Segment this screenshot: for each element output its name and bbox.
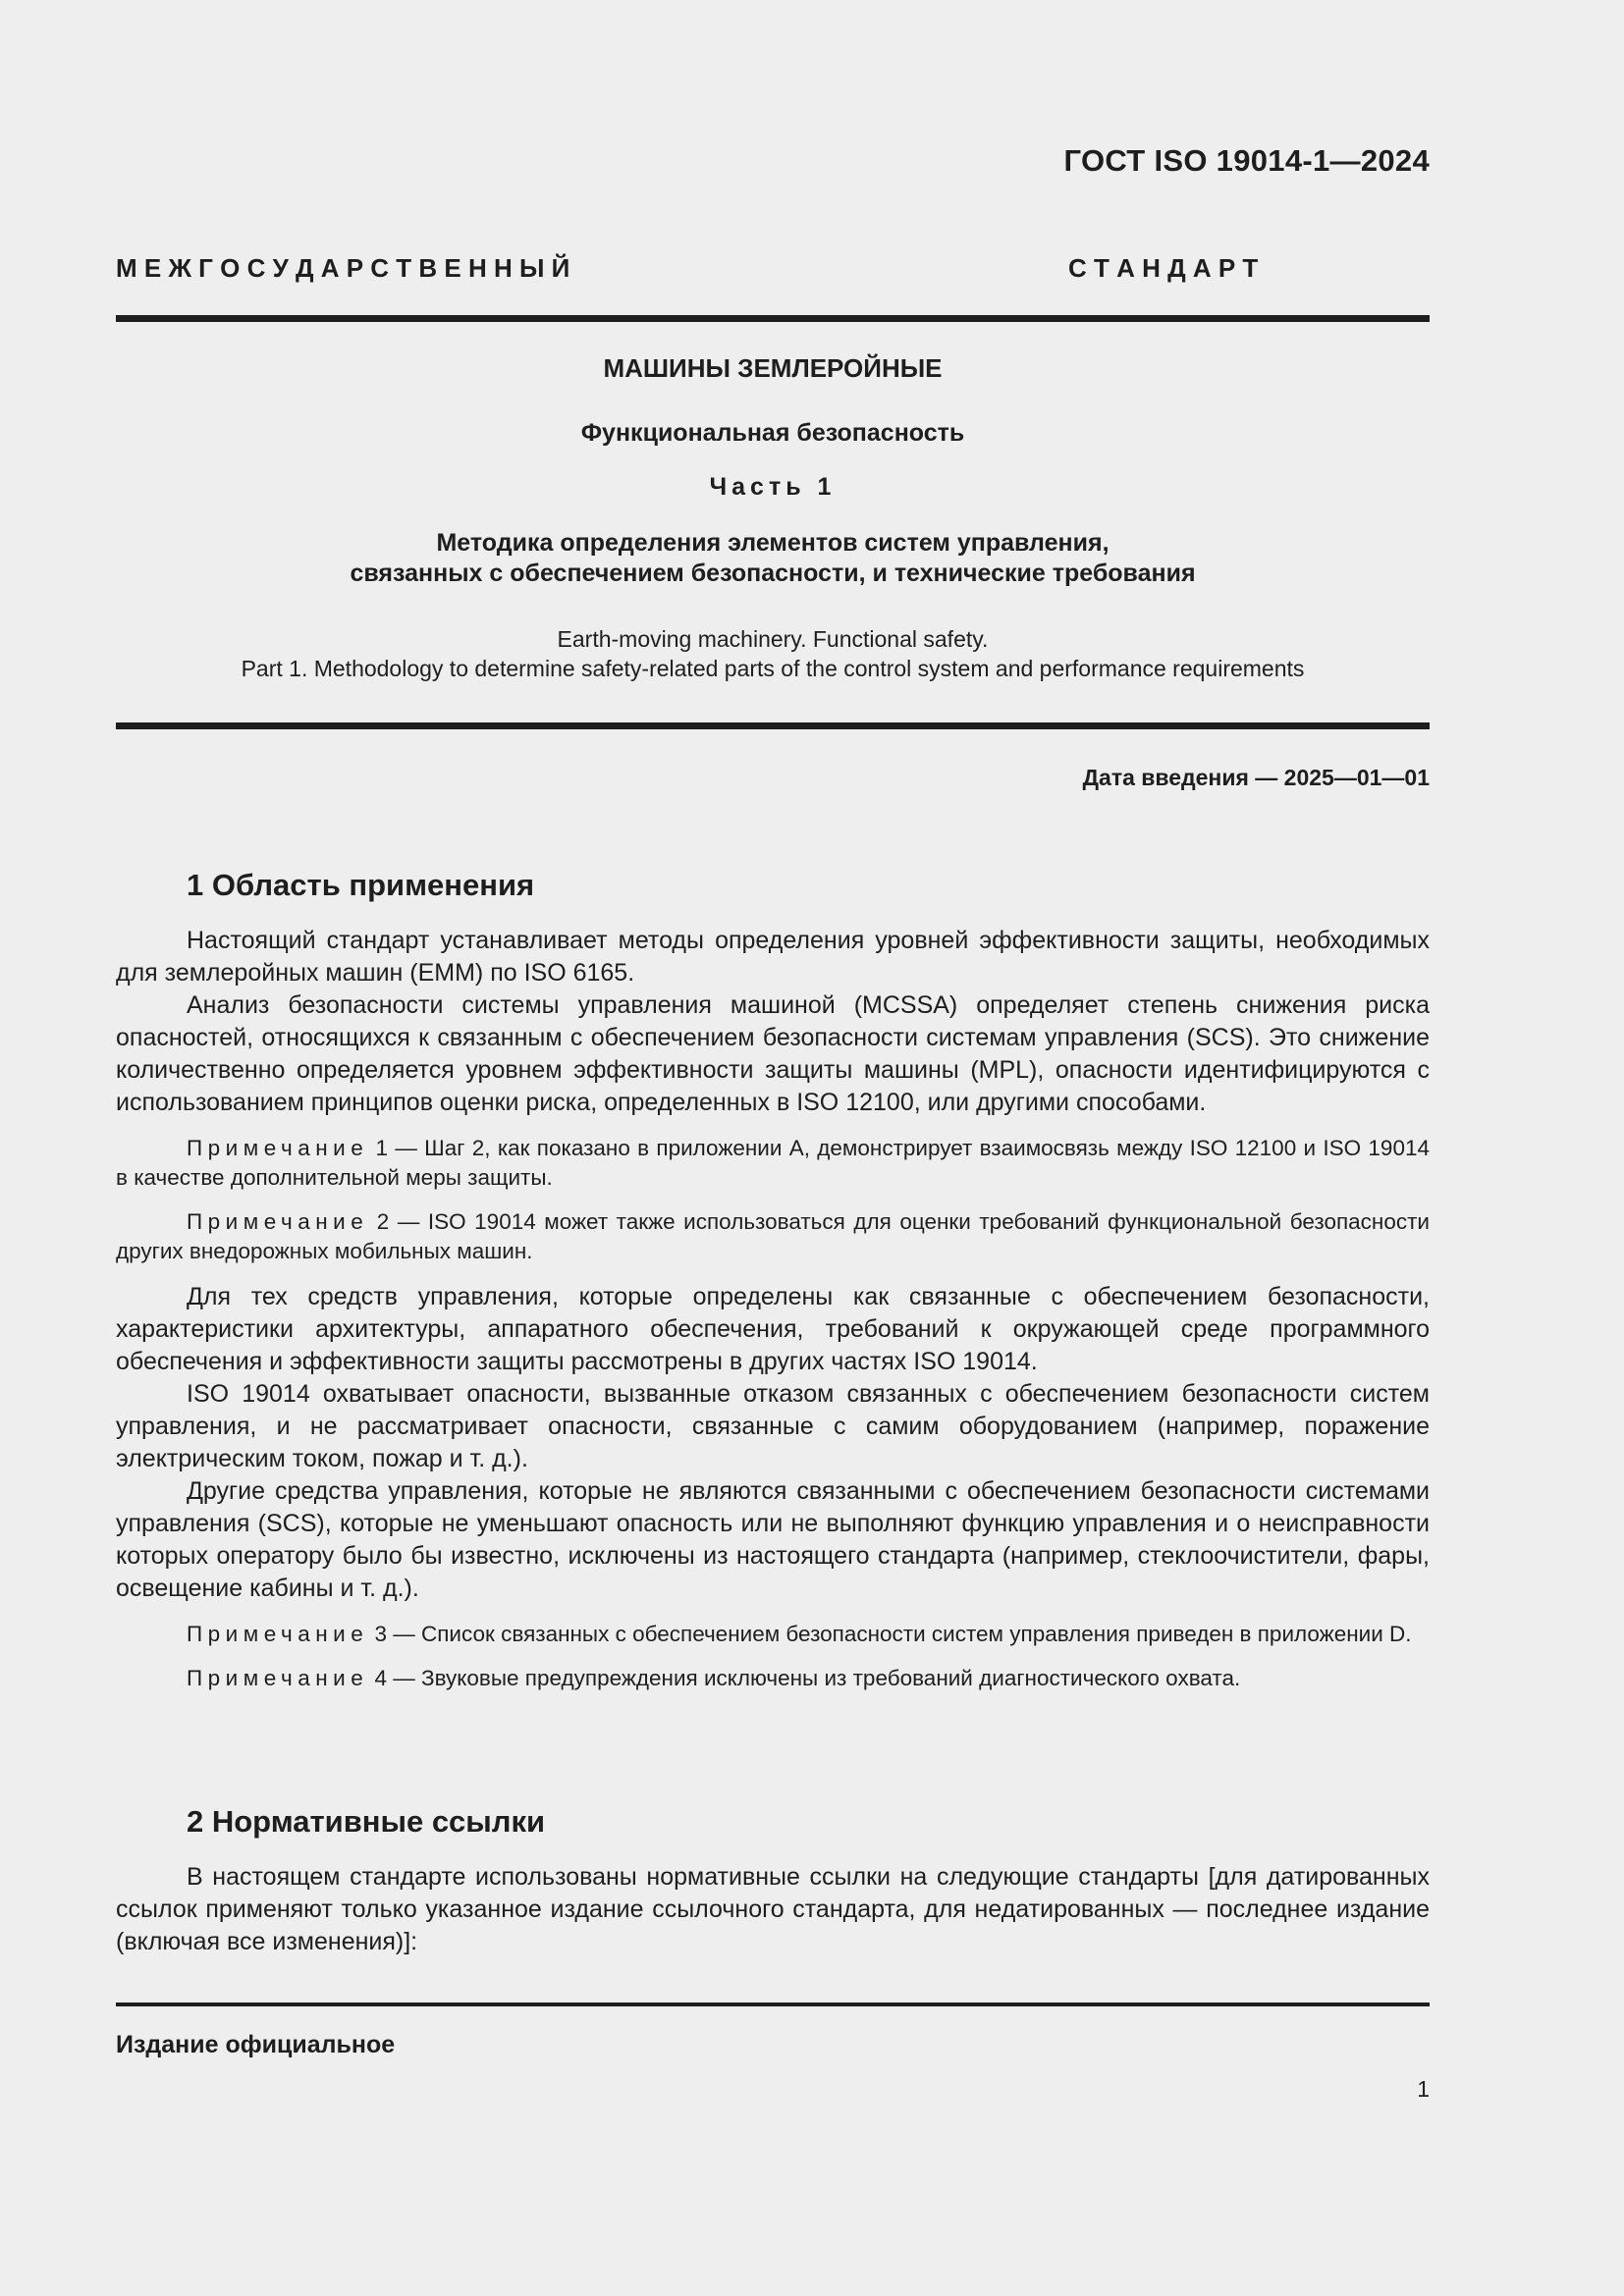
section-1-heading: 1 Область применения xyxy=(187,868,535,902)
section-1-para-3: Для тех средств управления, которые определены как связанные с обеспечением безопасности, характеристики архитектуры, аппаратного обеспечения, требований к окружающей среде программного обеспечения и эффективности защиты рассмотрены в других частях ISO 19014. xyxy=(116,1283,1430,1375)
note-4 xyxy=(116,1664,1430,1693)
note-1 xyxy=(116,1134,1430,1193)
banner-word-standard: С Т А Н Д А Р Т xyxy=(1068,253,1259,283)
section-1-para-5: Другие средства управления, которые не являются связанными с обеспечением безопасности системами управления (SCS), которые не уменьшают опасность или не выполняют функцию управления и о неисправности которых оператору было бы известно, исключены из настоящего стандарта (например, стеклоочистители, фары, освещение кабины и т. д.). xyxy=(116,1477,1430,1602)
document-page xyxy=(116,0,1430,2296)
note-3 xyxy=(116,1620,1430,1649)
note-1-label: Примечание xyxy=(187,1136,369,1160)
introduction-date: Дата введения — 2025—01—01 xyxy=(1082,765,1430,790)
english-title-line1: Earth-moving machinery. Functional safety. xyxy=(557,626,989,652)
note-3-label: Примечание xyxy=(187,1622,369,1646)
header-rule xyxy=(116,315,1430,322)
note-1-text: 1 — Шаг 2, как показано в приложении А, демонстрирует взаимосвязь между ISO 12100 и ISO 19014 в качестве дополнительной меры защиты. xyxy=(116,1136,1430,1190)
official-edition-label: Издание официальное xyxy=(116,2031,396,2058)
note-3-text: 3 — Список связанных с обеспечением безопасности систем управления приведен в приложении D. xyxy=(368,1622,1412,1646)
part-title-line2: связанных с обеспечением безопасности, и технические требования xyxy=(350,560,1196,587)
interstate-standard-banner xyxy=(116,253,1430,284)
section-1-body xyxy=(116,925,1430,1693)
note-2-label: Примечание xyxy=(187,1209,369,1234)
section-1-para-4: ISO 19014 охватывает опасности, вызванные отказом связанных с обеспечением безопасности систем управления, и не рассматривает опасности, связанные с самим оборудованием (например, поражение электрическим током, пожар и т. д.). xyxy=(116,1380,1430,1472)
note-4-label: Примечание xyxy=(187,1666,369,1690)
footer-rule xyxy=(116,2002,1430,2006)
section-1-para-2: Анализ безопасности системы управления машиной (MCSSA) определяет степень снижения риска опасностей, относящихся к связанным с обеспечением безопасности системам управления (SCS). Это снижение количественно определяется уровнем эффективности защиты машины (MPL), опасности идентифицируются с использованием принципов оценки риска, определенных в ISO 12100, или другими способами. xyxy=(116,991,1430,1116)
note-4-text: 4 — Звуковые предупреждения исключены из требований диагностического охвата. xyxy=(368,1666,1241,1690)
section-1-para-1: Настоящий стандарт устанавливает методы определения уровней эффективности защиты, необходимых для землеройных машин (ЕММ) по ISO 6165. xyxy=(116,927,1430,987)
english-title-line2: Part 1. Methodology to determine safety-related parts of the control system and performance requirements xyxy=(241,656,1305,681)
english-title xyxy=(116,624,1430,683)
document-subtitle: Функциональная безопасность xyxy=(580,419,965,447)
document-title: МАШИНЫ ЗЕМЛЕРОЙНЫЕ xyxy=(603,353,943,383)
document-part: Часть 1 xyxy=(709,473,837,501)
title-rule xyxy=(116,722,1430,729)
section-2-para-1: В настоящем стандарте использованы нормативные ссылки на следующие стандарты [для датированных ссылок применяют только указанное издание ссылочного стандарта, для недатированных — последнее издание (включая все изменения)]: xyxy=(116,1863,1430,1955)
section-2-heading: 2 Нормативные ссылки xyxy=(187,1804,546,1839)
standard-number: ГОСТ ISO 19014-1—2024 xyxy=(1063,143,1430,178)
note-2 xyxy=(116,1207,1430,1266)
part-title-line1: Методика определения элементов систем управления, xyxy=(436,529,1110,557)
page-number: 1 xyxy=(1417,2076,1430,2102)
section-2-body xyxy=(116,1861,1430,1958)
document-part-title xyxy=(116,528,1430,589)
note-2-text: 2 — ISO 19014 может также использоваться для оценки требований функциональной безопасности других внедорожных мобильных машин. xyxy=(116,1209,1430,1263)
banner-word-interstate: М Е Ж Г О С У Д А Р С Т В Е Н Н Ы Й xyxy=(116,253,570,283)
